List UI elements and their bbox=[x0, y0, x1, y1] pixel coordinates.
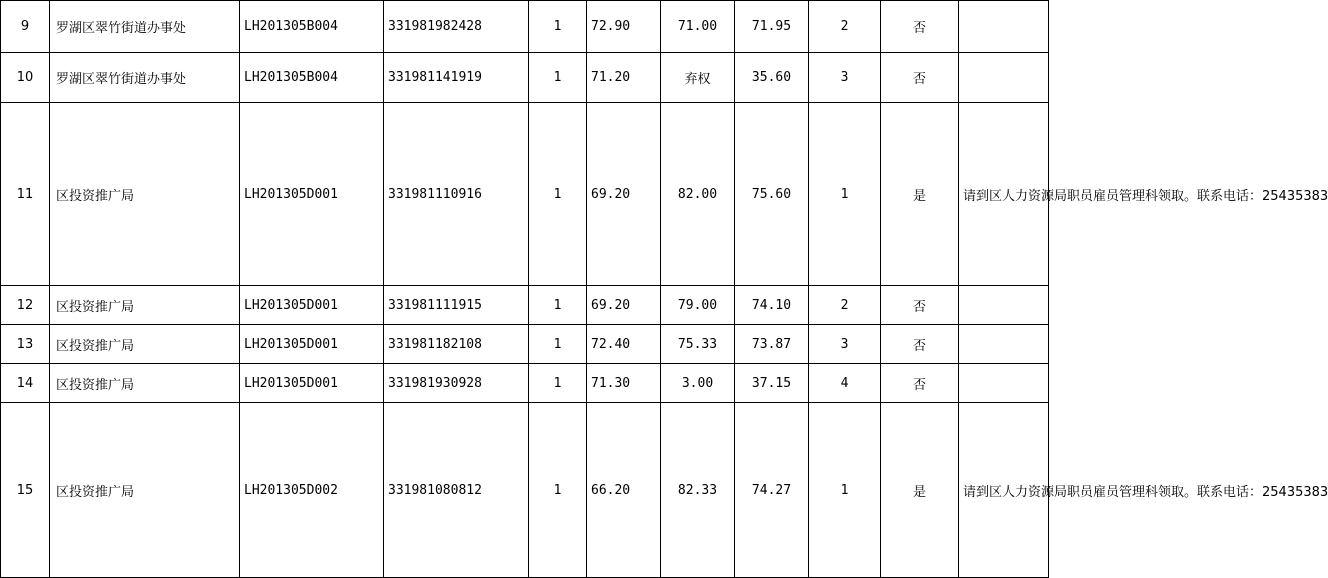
table-row bbox=[1, 325, 1049, 364]
cell-written-score: 69.20 bbox=[587, 103, 661, 286]
cell-shortlisted: 否 bbox=[881, 364, 959, 403]
cell-written-score: 72.40 bbox=[587, 325, 661, 364]
cell-interview-score: 82.00 bbox=[661, 103, 735, 286]
cell-total-score: 73.87 bbox=[735, 325, 809, 364]
cell-position-code: LH201305D001 bbox=[240, 286, 384, 325]
cell-position-code: LH201305D002 bbox=[240, 403, 384, 578]
cell-rank: 1 bbox=[809, 103, 881, 286]
cell-written-score: 69.20 bbox=[587, 286, 661, 325]
cell-hire-count: 1 bbox=[529, 1, 587, 53]
cell-hire-count: 1 bbox=[529, 103, 587, 286]
cell-hire-count: 1 bbox=[529, 286, 587, 325]
cell-candidate-id: 331981141919 bbox=[384, 53, 529, 103]
cell-rank: 3 bbox=[809, 325, 881, 364]
cell-unit: 区投资推广局 bbox=[50, 364, 240, 403]
cell-interview-score: 75.33 bbox=[661, 325, 735, 364]
cell-position-code: LH201305B004 bbox=[240, 1, 384, 53]
cell-index: 9 bbox=[1, 1, 50, 53]
cell-index: 13 bbox=[1, 325, 50, 364]
cell-interview-score: 3.00 bbox=[661, 364, 735, 403]
cell-index: 15 bbox=[1, 403, 50, 578]
cell-rank: 2 bbox=[809, 286, 881, 325]
cell-shortlisted: 否 bbox=[881, 325, 959, 364]
table-row bbox=[1, 1, 1049, 53]
cell-candidate-id: 331981080812 bbox=[384, 403, 529, 578]
cell-written-score: 71.20 bbox=[587, 53, 661, 103]
cell-candidate-id: 331981930928 bbox=[384, 364, 529, 403]
cell-written-score: 71.30 bbox=[587, 364, 661, 403]
cell-hire-count: 1 bbox=[529, 53, 587, 103]
cell-unit: 区投资推广局 bbox=[50, 403, 240, 578]
table-row bbox=[1, 103, 1049, 286]
cell-position-code: LH201305B004 bbox=[240, 53, 384, 103]
cell-unit: 区投资推广局 bbox=[50, 286, 240, 325]
cell-shortlisted: 否 bbox=[881, 53, 959, 103]
cell-shortlisted: 否 bbox=[881, 286, 959, 325]
cell-unit: 区投资推广局 bbox=[50, 325, 240, 364]
cell-total-score: 74.27 bbox=[735, 403, 809, 578]
cell-unit: 罗湖区翠竹街道办事处 bbox=[50, 53, 240, 103]
cell-shortlisted: 是 bbox=[881, 403, 959, 578]
cell-shortlisted: 是 bbox=[881, 103, 959, 286]
cell-index: 11 bbox=[1, 103, 50, 286]
cell-written-score: 66.20 bbox=[587, 403, 661, 578]
cell-position-code: LH201305D001 bbox=[240, 325, 384, 364]
cell-index: 12 bbox=[1, 286, 50, 325]
cell-hire-count: 1 bbox=[529, 325, 587, 364]
cell-position-code: LH201305D001 bbox=[240, 364, 384, 403]
cell-position-code: LH201305D001 bbox=[240, 103, 384, 286]
cell-written-score: 72.90 bbox=[587, 1, 661, 53]
cell-candidate-id: 331981111915 bbox=[384, 286, 529, 325]
cell-interview-score: 弃权 bbox=[661, 53, 735, 103]
cell-interview-score: 82.33 bbox=[661, 403, 735, 578]
cell-note: 请到区人力资源局职员雇员管理科领取。联系电话：25435383 bbox=[959, 103, 1049, 286]
cell-rank: 4 bbox=[809, 364, 881, 403]
cell-rank: 1 bbox=[809, 403, 881, 578]
table-body bbox=[1, 1, 1328, 578]
cell-unit: 罗湖区翠竹街道办事处 bbox=[50, 1, 240, 53]
table-row bbox=[1, 403, 1049, 578]
cell-note bbox=[959, 53, 1049, 103]
cell-hire-count: 1 bbox=[529, 364, 587, 403]
table-row bbox=[1, 286, 1049, 325]
cell-interview-score: 79.00 bbox=[661, 286, 735, 325]
cell-note: 请到区人力资源局职员雇员管理科领取。联系电话：25435383 bbox=[959, 403, 1049, 578]
cell-rank: 3 bbox=[809, 53, 881, 103]
cell-candidate-id: 331981982428 bbox=[384, 1, 529, 53]
cell-note bbox=[959, 325, 1049, 364]
cell-index: 10 bbox=[1, 53, 50, 103]
cell-total-score: 71.95 bbox=[735, 1, 809, 53]
cell-note bbox=[959, 364, 1049, 403]
table-row bbox=[1, 53, 1049, 103]
cell-shortlisted: 否 bbox=[881, 1, 959, 53]
cell-index: 14 bbox=[1, 364, 50, 403]
cell-rank: 2 bbox=[809, 1, 881, 53]
cell-interview-score: 71.00 bbox=[661, 1, 735, 53]
cell-candidate-id: 331981110916 bbox=[384, 103, 529, 286]
table-row bbox=[1, 364, 1049, 403]
cell-note bbox=[959, 286, 1049, 325]
cell-unit: 区投资推广局 bbox=[50, 103, 240, 286]
cell-note bbox=[959, 1, 1049, 53]
cell-total-score: 74.10 bbox=[735, 286, 809, 325]
cell-total-score: 75.60 bbox=[735, 103, 809, 286]
cell-candidate-id: 331981182108 bbox=[384, 325, 529, 364]
cell-hire-count: 1 bbox=[529, 403, 587, 578]
cell-total-score: 35.60 bbox=[735, 53, 809, 103]
cell-total-score: 37.15 bbox=[735, 364, 809, 403]
